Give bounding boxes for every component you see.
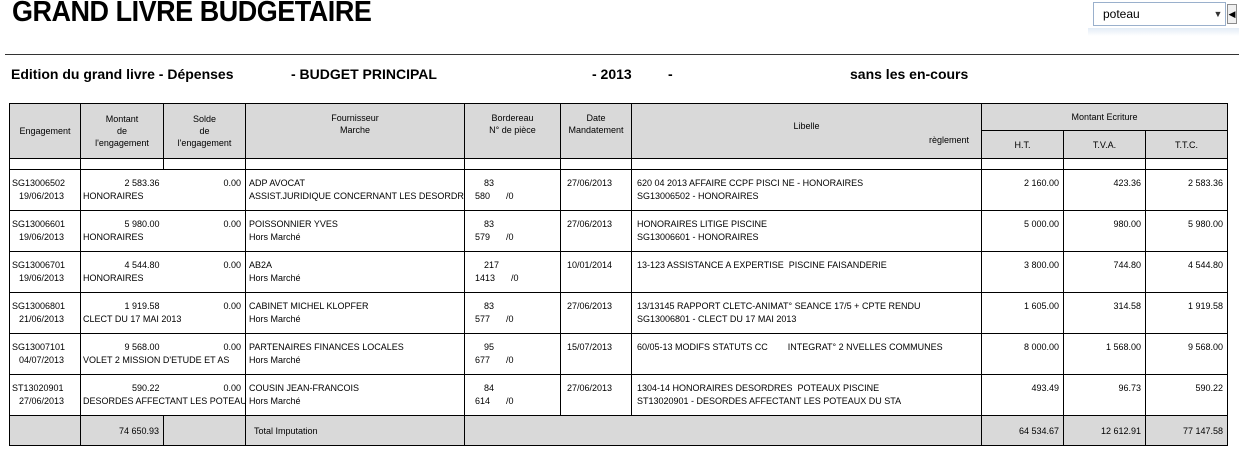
tva-cell — [1064, 211, 1146, 252]
ttc-cell — [1146, 293, 1228, 334]
objet-text: VOLET 2 MISSION D'ETUDE ET AS — [83, 355, 230, 365]
solde-text: 0.00 — [223, 219, 241, 229]
fournisseur-cell — [246, 211, 465, 252]
date-text: 27/06/2013 — [567, 383, 613, 393]
col-libelle: Libelle règlement — [632, 104, 982, 159]
bordereau-cell — [465, 252, 561, 293]
fournisseur-text: ADP AVOCAT — [249, 178, 306, 188]
ht-text: 3 800.00 — [1023, 260, 1059, 270]
date-cell — [561, 334, 632, 375]
total-tva: 12 612.91 — [1064, 416, 1146, 446]
ttc-text: 4 544.80 — [1187, 260, 1223, 270]
fournisseur-text: PARTENAIRES FINANCES LOCALES — [249, 342, 404, 352]
piece-suffix-text: /0 — [511, 273, 519, 283]
fournisseur-cell — [246, 375, 465, 416]
ht-text: 5 000.00 — [1023, 219, 1059, 229]
table-row — [10, 334, 1228, 375]
fournisseur-text: AB2A — [249, 260, 273, 270]
fournisseur-cell — [246, 334, 465, 375]
search-dropdown[interactable] — [1093, 2, 1226, 26]
date-cell — [561, 252, 632, 293]
tva-text: 314.58 — [1113, 301, 1141, 311]
date-text: 27/06/2013 — [567, 178, 613, 188]
budget-label: - BUDGET PRINCIPAL — [291, 66, 437, 82]
montant-text: 1 919.58 — [124, 301, 160, 311]
libelle1-text: 60/05-13 MODIFS STATUTS CC INTEGRAT° 2 NVELLES COMMUNES — [637, 342, 943, 352]
tva-cell — [1064, 375, 1146, 416]
col-date: Date Mandatement — [561, 104, 632, 159]
ttc-text: 9 568.00 — [1187, 342, 1223, 352]
engagement-cell — [10, 375, 81, 416]
col-engagement: Engagement — [10, 104, 81, 159]
ht-cell — [982, 170, 1064, 211]
date-text: 10/01/2014 — [567, 260, 613, 270]
ht-cell — [982, 252, 1064, 293]
eng-text: SG13006701 — [12, 260, 66, 270]
objet-text: HONORAIRES — [83, 232, 144, 242]
chevron-down-icon[interactable]: ▼ — [1213, 9, 1223, 19]
tva-cell — [1064, 252, 1146, 293]
tva-cell — [1064, 334, 1146, 375]
fournisseur-cell — [246, 293, 465, 334]
chevron-left-icon[interactable]: ◀ — [1227, 4, 1237, 24]
total-ht: 64 534.67 — [982, 416, 1064, 446]
marche-text: ASSIST.JURIDIQUE CONCERNANT LES DESORDR — [249, 191, 464, 201]
bordereau-text: 95 — [484, 342, 495, 352]
eng-text: SG13006801 — [12, 301, 66, 311]
fournisseur-cell — [246, 170, 465, 211]
bordereau-text: 83 — [484, 301, 495, 311]
date-cell — [561, 375, 632, 416]
ht-text: 493.49 — [1031, 383, 1059, 393]
piece-suffix-text: /0 — [506, 355, 514, 365]
eng-date-text: 04/07/2013 — [19, 355, 65, 365]
eng-date-text: 19/06/2013 — [19, 232, 65, 242]
montant-text: 4 544.80 — [124, 260, 160, 270]
year-dash: - — [668, 66, 673, 82]
montant-cell — [81, 252, 164, 293]
ttc-text: 2 583.36 — [1187, 178, 1223, 188]
montant-text: 2 583.36 — [124, 178, 160, 188]
ttc-text: 5 980.00 — [1187, 219, 1223, 229]
col-ht: H.T. — [982, 131, 1064, 159]
fournisseur-cell — [246, 252, 465, 293]
col-ttc: T.T.C. — [1146, 131, 1228, 159]
piece-text: 577 — [475, 314, 491, 324]
engagement-cell — [10, 252, 81, 293]
col-montant: Montant de l'engagement — [81, 104, 164, 159]
eng-date-text: 27/06/2013 — [19, 396, 65, 406]
col-reglement: règlement — [928, 135, 969, 145]
ttc-text: 590.22 — [1195, 383, 1223, 393]
ttc-cell — [1146, 252, 1228, 293]
date-text: 27/06/2013 — [567, 219, 613, 229]
piece-text: 1413 — [475, 273, 496, 283]
montant-cell — [81, 334, 230, 375]
total-ttc: 77 147.58 — [1146, 416, 1228, 446]
table-row — [10, 293, 1228, 334]
date-cell — [561, 211, 632, 252]
bordereau-text: 83 — [484, 219, 495, 229]
table-row — [10, 211, 1228, 252]
montant-text: 590.22 — [131, 383, 160, 393]
bordereau-text: 83 — [484, 178, 495, 188]
libelle2-text: ST13020901 - DESORDES AFFECTANT LES POTEAUX DU STA — [637, 396, 902, 406]
ht-text: 1 605.00 — [1023, 301, 1059, 311]
tva-text: 744.80 — [1113, 260, 1141, 270]
bordereau-cell — [465, 293, 561, 334]
objet-text: HONORAIRES — [83, 191, 144, 201]
col-solde: Solde de l'engagement — [164, 104, 246, 159]
solde-cell — [164, 170, 246, 211]
bordereau-cell — [465, 375, 561, 416]
ht-cell — [982, 334, 1064, 375]
montant-cell — [81, 211, 164, 252]
col-fournisseur: Fournisseur Marche — [246, 104, 465, 159]
ht-cell — [982, 211, 1064, 252]
montant-cell — [81, 293, 182, 334]
eng-text: ST13020901 — [12, 383, 64, 393]
fournisseur-text: CABINET MICHEL KLOPFER — [249, 301, 369, 311]
marche-text: Hors Marché — [249, 273, 301, 283]
eng-text: SG13006502 — [12, 178, 66, 188]
fournisseur-text: COUSIN JEAN-FRANCOIS — [249, 383, 360, 393]
bordereau-cell — [465, 170, 561, 211]
solde-text: 0.00 — [223, 383, 241, 393]
ht-text: 2 160.00 — [1023, 178, 1059, 188]
encours-label: sans les en-cours — [850, 66, 969, 82]
ttc-cell — [1146, 211, 1228, 252]
page-title: GRAND LIVRE BUDGETAIRE — [12, 0, 372, 28]
year-label: - 2013 — [592, 66, 632, 82]
engagement-cell — [10, 293, 81, 334]
bordereau-text: 217 — [484, 260, 500, 270]
objet-text: HONORAIRES — [83, 273, 144, 283]
ht-text: 8 000.00 — [1023, 342, 1059, 352]
montant-text: 5 980.00 — [124, 219, 160, 229]
header-divider — [5, 54, 1239, 55]
piece-text: 677 — [475, 355, 491, 365]
eng-date-text: 19/06/2013 — [19, 191, 65, 201]
libelle-cell — [632, 293, 982, 334]
piece-text: 580 — [475, 191, 491, 201]
montant-cell — [81, 170, 164, 211]
tva-text: 980.00 — [1113, 219, 1141, 229]
search-value: poteau — [1103, 7, 1140, 21]
objet-text: DESORDES AFFECTANT LES POTEAU — [83, 396, 247, 406]
libelle-cell — [632, 211, 982, 252]
libelle-cell — [632, 375, 982, 416]
libelle-cell — [632, 252, 982, 293]
total-row — [10, 416, 1228, 446]
engagement-cell — [10, 334, 81, 375]
libelle2-text: SG13006801 - CLECT DU 17 MAI 2013 — [637, 314, 797, 324]
libelle1-text: 13/13145 RAPPORT CLETC-ANIMAT° SEANCE 17/5 + CPTE RENDU — [637, 301, 921, 311]
solde-cell — [164, 252, 246, 293]
marche-text: Hors Marché — [249, 396, 301, 406]
ttc-cell — [1146, 334, 1228, 375]
solde-text: 0.00 — [223, 301, 241, 311]
tva-cell — [1064, 293, 1146, 334]
marche-text: Hors Marché — [249, 355, 301, 365]
eng-text: SG13007101 — [12, 342, 66, 352]
table-row — [10, 375, 1228, 416]
ttc-text: 1 919.58 — [1187, 301, 1223, 311]
total-label: Total Imputation — [246, 416, 465, 446]
date-text: 15/07/2013 — [567, 342, 613, 352]
tva-text: 96.73 — [1118, 383, 1141, 393]
ledger-table — [9, 103, 1228, 446]
piece-suffix-text: /0 — [506, 232, 514, 242]
libelle1-text: 1304-14 HONORAIRES DESORDRES POTEAUX PISCINE — [637, 383, 880, 393]
solde-text: 0.00 — [223, 342, 241, 352]
col-tva: T.V.A. — [1064, 131, 1146, 159]
ttc-cell — [1146, 375, 1228, 416]
libelle1-text: 620 04 2013 AFFAIRE CCPF PISCI NE - HONORAIRES — [637, 178, 864, 188]
eng-date-text: 21/06/2013 — [19, 314, 65, 324]
libelle2-text: SG13006601 - HONORAIRES — [637, 232, 759, 242]
solde-text: 0.00 — [223, 178, 241, 188]
montant-text: 9 568.00 — [124, 342, 160, 352]
libelle1-text: HONORAIRES LITIGE PISCINE — [637, 219, 768, 229]
piece-text: 614 — [475, 396, 491, 406]
date-cell — [561, 293, 632, 334]
tva-text: 1 568.00 — [1105, 342, 1141, 352]
solde-cell — [164, 211, 246, 252]
edition-label: Edition du grand livre - Dépenses — [11, 66, 234, 82]
libelle1-text: 13-123 ASSISTANCE A EXPERTISE PISCINE FAISANDERIE — [637, 260, 887, 270]
piece-suffix-text: /0 — [506, 396, 514, 406]
eng-date-text: 19/06/2013 — [19, 273, 65, 283]
marche-text: Hors Marché — [249, 314, 301, 324]
table-row — [10, 252, 1228, 293]
tva-text: 423.36 — [1113, 178, 1141, 188]
ttc-cell — [1146, 170, 1228, 211]
date-cell — [561, 170, 632, 211]
col-bordereau: Bordereau N° de pièce — [465, 104, 561, 159]
table-row — [10, 170, 1228, 211]
eng-text: SG13006601 — [12, 219, 66, 229]
piece-suffix-text: /0 — [506, 314, 514, 324]
libelle-cell — [632, 334, 982, 375]
ht-cell — [982, 293, 1064, 334]
piece-suffix-text: /0 — [506, 191, 514, 201]
bordereau-cell — [465, 211, 561, 252]
solde-text: 0.00 — [223, 260, 241, 270]
date-text: 27/06/2013 — [567, 301, 613, 311]
total-montant: 74 650.93 — [81, 416, 164, 446]
bordereau-text: 84 — [484, 383, 495, 393]
engagement-cell — [10, 170, 81, 211]
bordereau-cell — [465, 334, 561, 375]
tva-cell — [1064, 170, 1146, 211]
objet-text: CLECT DU 17 MAI 2013 — [83, 314, 182, 324]
fournisseur-text: POISSONNIER YVES — [249, 219, 338, 229]
libelle2-text: SG13006502 - HONORAIRES — [637, 191, 759, 201]
marche-text: Hors Marché — [249, 232, 301, 242]
engagement-cell — [10, 211, 81, 252]
ht-cell — [982, 375, 1064, 416]
libelle-cell — [632, 170, 982, 211]
piece-text: 579 — [475, 232, 491, 242]
toolbar-shadow — [1088, 28, 1239, 36]
col-montant-ecriture: Montant Ecriture — [982, 104, 1228, 131]
